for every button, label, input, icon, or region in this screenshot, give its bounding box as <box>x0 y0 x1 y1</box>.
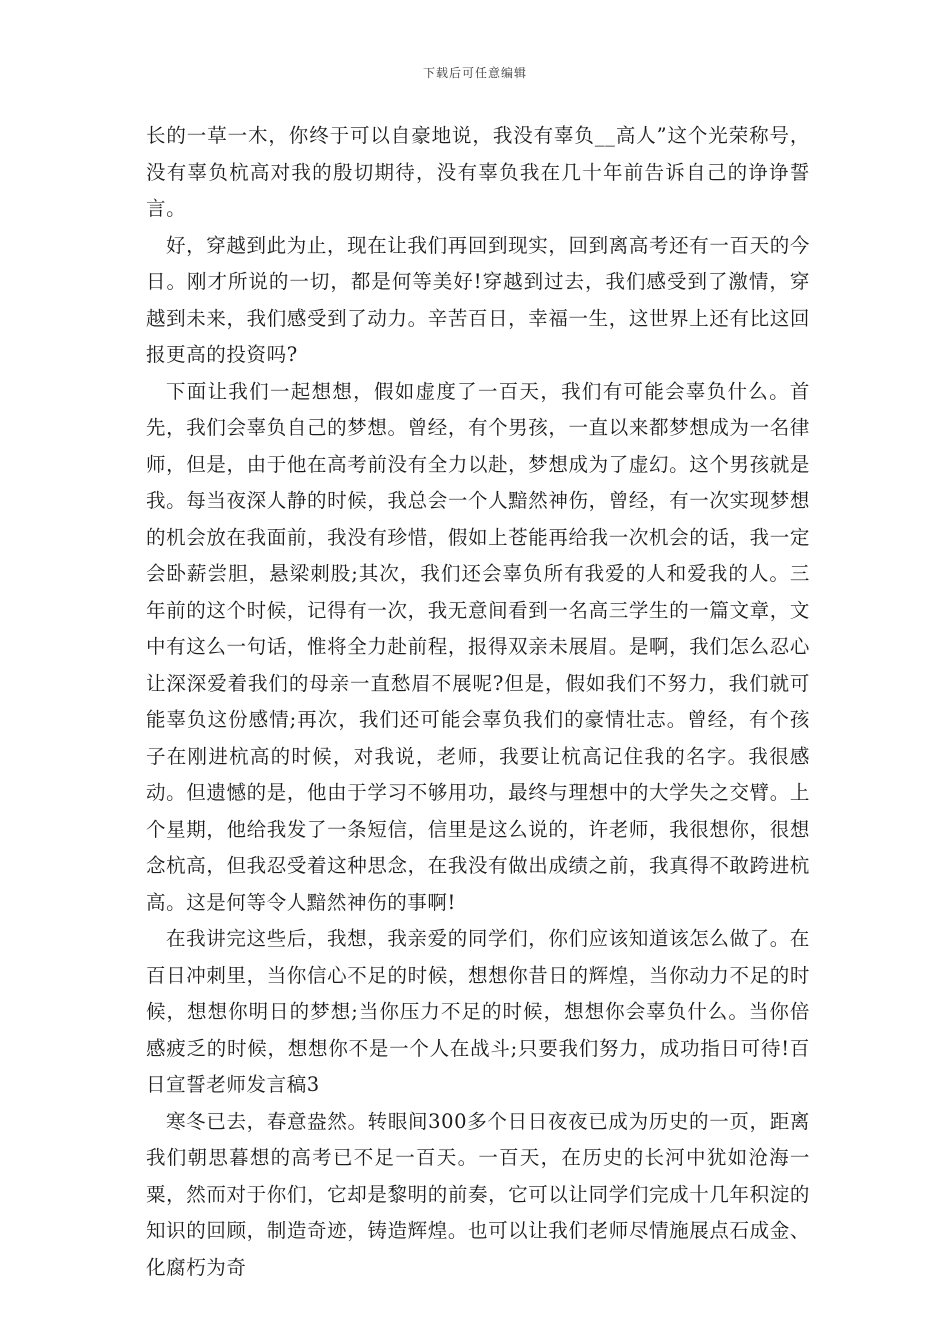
document-body <box>146 118 810 1286</box>
paragraph: 好，穿越到此为止，现在让我们再回到现实，回到离高考还有一百天的今日。刚才所说的一切，都是何等美好!穿越到过去，我们感受到了激情，穿越到未来，我们感受到了动力。辛苦百日，幸福一生，这世界上还有比这回报更高的投资吗? <box>146 233 810 366</box>
paragraph: 寒冬已去，春意盎然。转眼间300多个日日夜夜已成为历史的一页，距离我们朝思暮想的高考已不足一百天。一百天，在历史的长河中犹如沧海一粟，然而对于你们，它却是黎明的前奏，它可以让同学们完成十几年积淀的知识的回顾，制造奇迹，铸造辉煌。也可以让我们老师尽情施展点石成金、化腐朽为奇 <box>146 1109 810 1279</box>
paragraph-continuation: 长的一草一木，你终于可以自豪地说，我没有辜负__高人”这个光荣称号，没有辜负杭高对我的殷切期待，没有辜负我在几十年前告诉自己的诤诤誓言。 <box>146 124 810 220</box>
paragraph: 下面让我们一起想想，假如虚度了一百天，我们有可能会辜负什么。首先，我们会辜负自己的梦想。曾经，有个男孩，一直以来都梦想成为一名律师，但是，由于他在高考前没有全力以赴，梦想成为了虚幻。这个男孩就是我。每当夜深人静的时候，我总会一个人黯然神伤，曾经，有一次实现梦想的机会放在我面前，我没有珍惜，假如上苍能再给我一次机会的话，我一定会卧薪尝胆，悬梁刺股;其次，我们还会辜负所有我爱的人和爱我的人。三年前的这个时候，记得有一次，我无意间看到一名高三学生的一篇文章，文中有这么一句话，惟将全力赴前程，报得双亲未展眉。是啊，我们怎么忍心让深深爱着我们的母亲一直愁眉不展呢?但是，假如我们不努力，我们就可能辜负这份感情;再次，我们还可能会辜负我们的豪情壮志。曾经，有个孩子在刚进杭高的时候，对我说，老师，我要让杭高记住我的名字。我很感动。但遗憾的是，他由于学习不够用功，最终与理想中的大学失之交臂。上个星期，他给我发了一条短信，信里是这么说的，许老师，我很想你，很想念杭高，但我忍受着这种思念，在我没有做出成绩之前，我真得不敢跨进杭高。这是何等令人黯然神伤的事啊! <box>146 379 810 914</box>
page-header: 下载后可任意编辑 <box>422 66 527 80</box>
paragraph: 在我讲完这些后，我想，我亲爱的同学们，你们应该知道该怎么做了。在百日冲刺里，当你信心不足的时候，想想你昔日的辉煌，当你动力不足的时候，想想你明日的梦想;当你压力不足的时候，想想你会辜负什么。当你倍感疲乏的时候，想想你不是一个人在战斗;只要我们努力，成功指日可待!百日宣誓老师发言稿3 <box>146 927 810 1096</box>
